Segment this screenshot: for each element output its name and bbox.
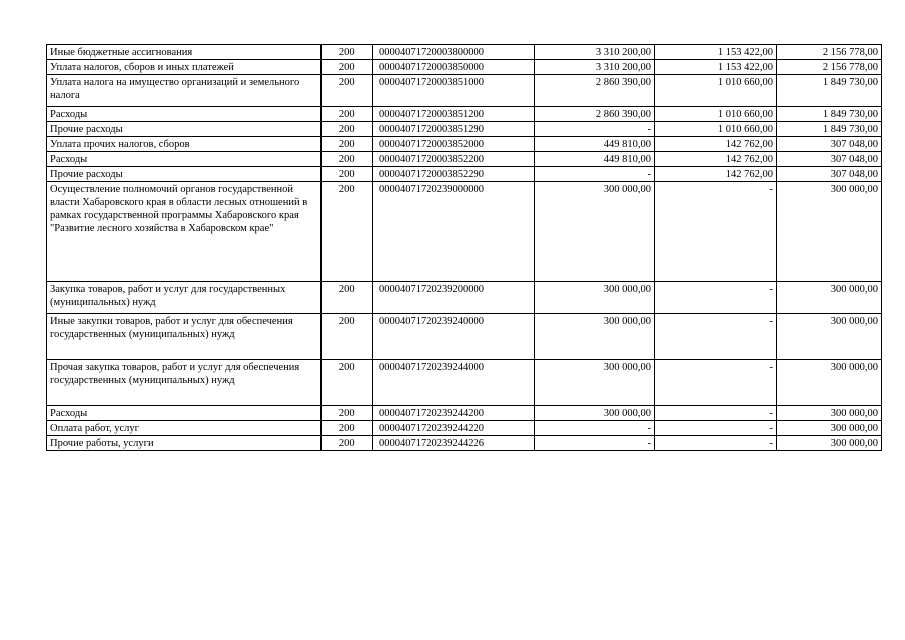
expense-name-cell: [47, 182, 321, 282]
unexecuted-amount: 2 156 778,00: [822, 47, 878, 58]
unexecuted-amount-cell: [777, 360, 882, 406]
expense-name: Иные бюджетные ассигнования: [50, 47, 193, 58]
classification-code: 00004071720239244000: [379, 362, 484, 373]
unexecuted-amount: 1 849 730,00: [822, 77, 878, 88]
line-code-cell: [321, 122, 373, 137]
executed-amount-cell: [655, 152, 777, 167]
approved-amount: -: [647, 124, 651, 135]
approved-amount-cell: [535, 282, 655, 314]
unexecuted-amount-cell: [777, 60, 882, 75]
executed-amount-cell: [655, 167, 777, 182]
expense-name: Прочие работы, услуги: [50, 438, 154, 449]
budget-expenses-table: [46, 44, 882, 451]
classification-code-cell: [373, 360, 535, 406]
expense-name-cell: [47, 152, 321, 167]
classification-code: 00004071720239000000: [379, 184, 484, 195]
classification-code-cell: [373, 282, 535, 314]
line-code-cell: [321, 107, 373, 122]
unexecuted-amount: 300 000,00: [830, 423, 878, 434]
unexecuted-amount: 307 048,00: [830, 154, 878, 165]
expense-name-cell: [47, 137, 321, 152]
classification-code: 00004071720003851200: [379, 109, 484, 120]
line-code: 200: [338, 109, 355, 120]
line-code: 200: [338, 77, 355, 88]
approved-amount-cell: [535, 421, 655, 436]
executed-amount-cell: [655, 282, 777, 314]
classification-code: 00004071720003800000: [379, 47, 484, 58]
executed-amount: 1 153 422,00: [717, 62, 773, 73]
line-code: 200: [338, 423, 355, 434]
line-code-cell: [321, 167, 373, 182]
expense-name: Расходы: [50, 109, 88, 120]
line-code-cell: [321, 152, 373, 167]
executed-amount: -: [769, 284, 773, 295]
unexecuted-amount: 300 000,00: [830, 316, 878, 327]
expense-name-cell: [47, 436, 321, 451]
line-code: 200: [338, 438, 355, 449]
unexecuted-amount-cell: [777, 137, 882, 152]
executed-amount-cell: [655, 182, 777, 282]
classification-code-cell: [373, 406, 535, 421]
line-code-cell: [321, 360, 373, 406]
unexecuted-amount: 2 156 778,00: [822, 62, 878, 73]
unexecuted-amount-cell: [777, 107, 882, 122]
unexecuted-amount-cell: [777, 182, 882, 282]
unexecuted-amount: 300 000,00: [830, 438, 878, 449]
table-row: [47, 360, 882, 406]
approved-amount-cell: [535, 314, 655, 360]
executed-amount-cell: [655, 360, 777, 406]
classification-code-cell: [373, 152, 535, 167]
approved-amount-cell: [535, 137, 655, 152]
unexecuted-amount-cell: [777, 167, 882, 182]
approved-amount-cell: [535, 122, 655, 137]
expense-name-cell: [47, 75, 321, 107]
line-code-cell: [321, 137, 373, 152]
executed-amount: -: [769, 423, 773, 434]
classification-code: 00004071720003850000: [379, 62, 484, 73]
approved-amount: -: [647, 438, 651, 449]
executed-amount: 1 153 422,00: [717, 47, 773, 58]
expense-name: Прочая закупка товаров, работ и услуг для обеспечения государственных (муниципальных) нужд: [50, 362, 300, 386]
executed-amount-cell: [655, 137, 777, 152]
unexecuted-amount: 1 849 730,00: [822, 124, 878, 135]
classification-code-cell: [373, 421, 535, 436]
executed-amount: -: [769, 408, 773, 419]
approved-amount: 300 000,00: [603, 408, 651, 419]
approved-amount-cell: [535, 360, 655, 406]
line-code: 200: [338, 284, 355, 295]
table-body: [47, 45, 882, 451]
table-row: [47, 314, 882, 360]
approved-amount: 449 810,00: [603, 154, 651, 165]
executed-amount: 142 762,00: [725, 139, 773, 150]
classification-code: 00004071720003852290: [379, 169, 484, 180]
table-row: [47, 45, 882, 60]
line-code-cell: [321, 182, 373, 282]
table-row: [47, 406, 882, 421]
executed-amount-cell: [655, 45, 777, 60]
expense-name-cell: [47, 107, 321, 122]
unexecuted-amount-cell: [777, 152, 882, 167]
classification-code: 00004071720239244200: [379, 408, 484, 419]
unexecuted-amount-cell: [777, 122, 882, 137]
executed-amount-cell: [655, 436, 777, 451]
approved-amount: 300 000,00: [603, 184, 651, 195]
approved-amount: 300 000,00: [603, 362, 651, 373]
approved-amount-cell: [535, 75, 655, 107]
classification-code-cell: [373, 107, 535, 122]
line-code-cell: [321, 75, 373, 107]
line-code-cell: [321, 60, 373, 75]
executed-amount: -: [769, 184, 773, 195]
approved-amount-cell: [535, 406, 655, 421]
line-code: 200: [338, 362, 355, 373]
expense-name-cell: [47, 406, 321, 421]
expense-name: Расходы: [50, 408, 88, 419]
executed-amount-cell: [655, 60, 777, 75]
expense-name: Уплата налога на имущество организаций и земельного налога: [50, 77, 300, 101]
unexecuted-amount-cell: [777, 314, 882, 360]
executed-amount-cell: [655, 122, 777, 137]
executed-amount-cell: [655, 107, 777, 122]
classification-code: 00004071720003851000: [379, 77, 484, 88]
line-code: 200: [338, 316, 355, 327]
executed-amount: -: [769, 362, 773, 373]
expense-name: Расходы: [50, 154, 88, 165]
expense-name: Прочие расходы: [50, 169, 123, 180]
table-row: [47, 137, 882, 152]
classification-code: 00004071720239244220: [379, 423, 484, 434]
expense-name: Закупка товаров, работ и услуг для государственных (муниципальных) нужд: [50, 284, 286, 308]
expense-name-cell: [47, 314, 321, 360]
unexecuted-amount: 300 000,00: [830, 408, 878, 419]
executed-amount: 1 010 660,00: [717, 109, 773, 120]
unexecuted-amount: 307 048,00: [830, 169, 878, 180]
expense-name: Прочие расходы: [50, 124, 123, 135]
approved-amount: -: [647, 169, 651, 180]
approved-amount: 2 860 390,00: [595, 109, 651, 120]
line-code-cell: [321, 436, 373, 451]
expense-name: Оплата работ, услуг: [50, 423, 139, 434]
line-code: 200: [338, 47, 355, 58]
line-code-cell: [321, 406, 373, 421]
executed-amount: 1 010 660,00: [717, 124, 773, 135]
line-code: 200: [338, 154, 355, 165]
approved-amount-cell: [535, 45, 655, 60]
classification-code-cell: [373, 314, 535, 360]
approved-amount: 3 310 200,00: [595, 47, 651, 58]
unexecuted-amount: 300 000,00: [830, 184, 878, 195]
approved-amount: 300 000,00: [603, 284, 651, 295]
line-code-cell: [321, 45, 373, 60]
unexecuted-amount: 300 000,00: [830, 284, 878, 295]
classification-code-cell: [373, 167, 535, 182]
approved-amount-cell: [535, 436, 655, 451]
executed-amount: 1 010 660,00: [717, 77, 773, 88]
approved-amount-cell: [535, 182, 655, 282]
classification-code: 00004071720239200000: [379, 284, 484, 295]
line-code: 200: [338, 408, 355, 419]
unexecuted-amount-cell: [777, 421, 882, 436]
classification-code: 00004071720003852000: [379, 139, 484, 150]
table-row: [47, 282, 882, 314]
classification-code-cell: [373, 137, 535, 152]
approved-amount-cell: [535, 152, 655, 167]
executed-amount-cell: [655, 421, 777, 436]
classification-code-cell: [373, 122, 535, 137]
line-code-cell: [321, 282, 373, 314]
unexecuted-amount-cell: [777, 282, 882, 314]
approved-amount: 2 860 390,00: [595, 77, 651, 88]
executed-amount-cell: [655, 406, 777, 421]
expense-name-cell: [47, 360, 321, 406]
approved-amount: 3 310 200,00: [595, 62, 651, 73]
line-code-cell: [321, 314, 373, 360]
line-code-cell: [321, 421, 373, 436]
classification-code: 00004071720239240000: [379, 316, 484, 327]
approved-amount: 449 810,00: [603, 139, 651, 150]
classification-code: 00004071720003852200: [379, 154, 484, 165]
table-row: [47, 107, 882, 122]
expense-name: Иные закупки товаров, работ и услуг для обеспечения государственных (муниципальных) нужд: [50, 316, 293, 340]
approved-amount-cell: [535, 107, 655, 122]
classification-code: 00004071720239244226: [379, 438, 484, 449]
table-row: [47, 182, 882, 282]
approved-amount: 300 000,00: [603, 316, 651, 327]
table-row: [47, 152, 882, 167]
table-row: [47, 167, 882, 182]
classification-code-cell: [373, 75, 535, 107]
executed-amount: 142 762,00: [725, 169, 773, 180]
executed-amount-cell: [655, 314, 777, 360]
expense-name-cell: [47, 421, 321, 436]
classification-code: 00004071720003851290: [379, 124, 484, 135]
expense-name: Уплата прочих налогов, сборов: [50, 139, 190, 150]
executed-amount-cell: [655, 75, 777, 107]
table-row: [47, 60, 882, 75]
expense-name-cell: [47, 122, 321, 137]
executed-amount: 142 762,00: [725, 154, 773, 165]
approved-amount: -: [647, 423, 651, 434]
table-row: [47, 75, 882, 107]
unexecuted-amount-cell: [777, 75, 882, 107]
table-row: [47, 421, 882, 436]
expense-name-cell: [47, 60, 321, 75]
unexecuted-amount-cell: [777, 436, 882, 451]
table-row: [47, 436, 882, 451]
approved-amount-cell: [535, 167, 655, 182]
classification-code-cell: [373, 45, 535, 60]
unexecuted-amount-cell: [777, 45, 882, 60]
classification-code-cell: [373, 182, 535, 282]
table-row: [47, 122, 882, 137]
expense-name-cell: [47, 45, 321, 60]
unexecuted-amount: 300 000,00: [830, 362, 878, 373]
expense-name-cell: [47, 167, 321, 182]
unexecuted-amount: 1 849 730,00: [822, 109, 878, 120]
executed-amount: -: [769, 438, 773, 449]
line-code: 200: [338, 169, 355, 180]
line-code: 200: [338, 184, 355, 195]
document-page: [46, 44, 882, 451]
unexecuted-amount-cell: [777, 406, 882, 421]
approved-amount-cell: [535, 60, 655, 75]
expense-name-cell: [47, 282, 321, 314]
line-code: 200: [338, 139, 355, 150]
expense-name: Осуществление полномочий органов государственной власти Хабаровского края в области лесных отношений в рамках государственной программы Хабаровского края "Развитие лесного хозяйства в Хабаровском крае": [50, 184, 308, 234]
line-code: 200: [338, 124, 355, 135]
executed-amount: -: [769, 316, 773, 327]
expense-name: Уплата налогов, сборов и иных платежей: [50, 62, 234, 73]
unexecuted-amount: 307 048,00: [830, 139, 878, 150]
classification-code-cell: [373, 436, 535, 451]
classification-code-cell: [373, 60, 535, 75]
line-code: 200: [338, 62, 355, 73]
